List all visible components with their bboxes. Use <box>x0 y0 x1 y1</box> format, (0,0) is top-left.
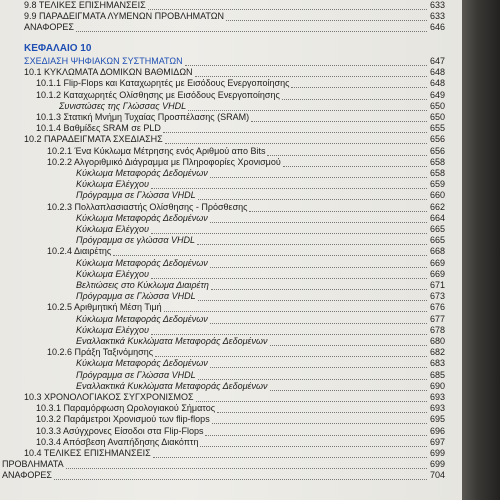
toc-page-number: 649 <box>430 89 446 100</box>
toc-entry-title: 10.2.3 Πολλαπλασιαστής Ολίσθησης - Πρόσθεσης <box>47 201 248 212</box>
toc-entry-title: ΣΧΕΔΙΑΣΗ ΨΗΦΙΑΚΩΝ ΣΥΣΤΗΜΑΤΩΝ <box>24 56 183 66</box>
dot-leader <box>151 188 427 189</box>
dot-leader <box>163 132 427 133</box>
toc-page-number: 676 <box>430 302 446 313</box>
toc-page-number: 695 <box>430 414 446 425</box>
dot-leader <box>151 334 427 335</box>
toc-entry-title: 10.1.1 Flip-Flops και Καταχωρητές με Εισόδους Ενεργοποίησης <box>36 78 290 89</box>
dot-leader <box>270 345 427 346</box>
toc-entry-title: 10.2.6 Πράξη Ταξινόμησης <box>47 347 154 358</box>
toc-page-number: 655 <box>430 123 446 134</box>
dot-leader <box>210 267 427 268</box>
toc-page-number: 658 <box>430 156 446 167</box>
toc-entry-title: 10.2.4 Διαιρέτης <box>47 246 112 257</box>
book-edge <box>462 0 500 500</box>
toc-page-number: 647 <box>430 56 446 66</box>
toc-page-number: 699 <box>430 459 446 470</box>
dot-leader <box>151 278 427 279</box>
dot-leader <box>164 311 427 312</box>
toc-page-number: 673 <box>430 291 446 302</box>
toc-entry-title: 10.2 ΠΑΡΑΔΕΙΓΜΑΤΑ ΣΧΕΔΙΑΣΗΣ <box>24 134 163 145</box>
toc-entry-title: 10.2.1 Ένα Κύκλωμα Μέτρησης ενός Αριθμού απο Bits <box>47 145 266 156</box>
dot-leader <box>251 121 427 122</box>
dot-leader <box>210 222 427 223</box>
toc-page-number: 696 <box>430 425 446 436</box>
toc-page-number: 659 <box>430 179 446 190</box>
dot-leader <box>197 244 427 245</box>
toc-page-number: 685 <box>430 369 446 380</box>
dot-leader <box>291 87 427 88</box>
toc-page-number: 646 <box>430 22 446 33</box>
toc-entry-title: Εναλλακτικά Κυκλώματα Μεταφοράς Δεδομένων <box>76 380 268 391</box>
toc-page-number: 660 <box>430 190 446 201</box>
toc-page-number: 693 <box>430 403 446 414</box>
dot-leader <box>210 323 427 324</box>
dot-leader <box>155 356 427 357</box>
toc-entry-title: ΑΝΑΦΟΡΕΣ <box>24 22 74 33</box>
dot-leader <box>210 367 427 368</box>
toc-page-number: 697 <box>430 436 446 447</box>
chapter-label: ΚΕΦΑΛΑΙΟ 10 <box>24 43 92 54</box>
toc-page-number: 669 <box>430 268 446 279</box>
toc-entry-title: 10.3.3 Ασύγχρονες Είσοδοι στα Flip-Flops <box>36 425 204 436</box>
dot-leader <box>76 31 427 32</box>
toc-page-number: 650 <box>430 112 446 122</box>
dot-leader <box>196 401 427 402</box>
dot-leader <box>217 412 427 413</box>
dot-leader <box>198 379 427 380</box>
toc-page-number: 650 <box>430 100 446 111</box>
toc-entry-title: Πρόγραμμα σε Γλώσσα VHDL <box>76 190 196 201</box>
toc-entry-title: Βελτιώσεις στο Κύκλωμα Διαιρέτη <box>76 280 209 290</box>
dot-leader <box>270 390 427 391</box>
toc-page-number: 682 <box>430 347 446 358</box>
toc-page-number: 704 <box>430 470 446 481</box>
toc-page-number: 664 <box>430 212 446 223</box>
toc-entry-title: Κύκλωμα Μεταφοράς Δεδομένων <box>76 257 208 268</box>
dot-leader <box>249 211 427 212</box>
dot-leader <box>200 446 427 447</box>
dot-leader <box>185 65 427 66</box>
toc-entry-title: Συνιστώσες της Γλώσσας VHDL <box>59 100 187 111</box>
dot-leader <box>267 155 427 156</box>
toc-entry-title: Κύκλωμα Μεταφοράς Δεδομένων <box>76 212 208 223</box>
toc-entry-title: Κύκλωμα Μεταφοράς Δεδομένων <box>76 358 208 369</box>
toc-page-number: 678 <box>430 324 446 335</box>
dot-leader <box>198 199 427 200</box>
toc-entry-title: Πρόγραμμα σε γλώσσα VHDL <box>76 235 195 246</box>
dot-leader <box>212 423 427 424</box>
toc-entry-title: 10.1.4 Βαθμίδες SRAM σε PLD <box>36 123 161 134</box>
dot-leader <box>153 457 427 458</box>
dot-leader <box>188 110 427 111</box>
toc-entry-title: 9.9 ΠΑΡΑΔΕΙΓΜΑΤΑ ΛΥΜΕΝΩΝ ΠΡΟΒΛΗΜΑΤΩΝ <box>24 11 224 22</box>
toc-entry-title: Κύκλωμα Ελέγχου <box>76 324 149 335</box>
toc-entry-title: 10.1.3 Στατική Μνήμη Τυχαίας Προσπέλασης (SRAM) <box>36 112 250 122</box>
toc-page-number: 680 <box>430 336 446 346</box>
toc-page-number: 671 <box>430 280 446 290</box>
dot-leader <box>282 99 427 100</box>
toc-entry-title: Κύκλωμα Ελέγχου <box>76 224 149 234</box>
dot-leader <box>211 289 427 290</box>
dot-leader <box>148 9 427 10</box>
dot-leader <box>113 255 427 256</box>
toc-page-number: 683 <box>430 358 446 369</box>
toc-page-number: 665 <box>430 235 446 246</box>
toc-entry-title: ΑΝΑΦΟΡΕΣ <box>2 470 52 481</box>
toc-page-number: 656 <box>430 145 446 156</box>
dot-leader <box>66 468 427 469</box>
dot-leader <box>283 166 427 167</box>
dot-leader <box>198 300 427 301</box>
toc-entry-title: Εναλλακτικά Κυκλώματα Μεταφοράς Δεδομένων <box>76 336 268 346</box>
toc-page-number: 693 <box>430 392 446 402</box>
toc-entry-title: Κύκλωμα Μεταφοράς Δεδομένων <box>76 313 208 324</box>
toc-page-number: 633 <box>430 11 446 22</box>
toc-entry-title: Πρόγραμμα σε Γλώσσα VHDL <box>76 291 196 302</box>
toc-entry-title: Κύκλωμα Μεταφοράς Δεδομένων <box>76 168 208 178</box>
toc-entry-title: 10.3.2 Παράμετροι Χρονισμού των flip-flops <box>36 414 210 425</box>
toc-entry-title: 10.3 ΧΡΟΝΟΛΟΓΙΑΚΟΣ ΣΥΓΧΡΟΝΙΣΜΟΣ <box>24 392 194 402</box>
toc-entry-title: 10.2.2 Αλγοριθμικό Διάγραμμα με Πληροφορίες Χρονισμού <box>47 156 281 167</box>
dot-leader <box>210 177 427 178</box>
toc-page-number: 677 <box>430 313 446 324</box>
toc-page-number: 662 <box>430 201 446 212</box>
toc-page-number: 648 <box>430 78 446 89</box>
toc-entry-title: Κύκλωμα Ελέγχου <box>76 179 149 190</box>
toc-page-number: 668 <box>430 246 446 257</box>
toc-page-number: 633 <box>430 0 446 10</box>
toc-page-number: 656 <box>430 134 446 145</box>
toc-entry-title: 10.1.2 Καταχωρητές Ολίσθησης με Εισόδους Ενεργοποίησης <box>36 89 280 100</box>
toc-page-number: 658 <box>430 168 446 178</box>
toc-page-number: 665 <box>430 224 446 234</box>
toc-entry-title: 10.1 ΚΥΚΛΩΜΑΤΑ ΔΟΜΙΚΩΝ ΒΑΘΜΙΔΩΝ <box>24 67 193 78</box>
toc-entry-title: 10.3.1 Παραμόρφωση Ωρολογιακού Σήματος <box>36 403 216 414</box>
toc-page-number: 669 <box>430 257 446 268</box>
dot-leader <box>54 479 427 480</box>
toc-entry-title: ΠΡΟΒΛΗΜΑΤΑ <box>2 459 64 470</box>
dot-leader <box>195 76 427 77</box>
dot-leader <box>165 143 427 144</box>
toc-entry-title: Κύκλωμα Ελέγχου <box>76 268 149 279</box>
toc-entry-title: 10.3.4 Απόσβεση Αναπήδησης Διακόπτη <box>36 436 199 447</box>
dot-leader <box>205 435 427 436</box>
toc-page-number: 690 <box>430 380 446 391</box>
toc-entry-title: Πρόγραμμα σε Γλώσσα VHDL <box>76 369 196 380</box>
toc-page-number: 699 <box>430 448 446 458</box>
toc-entry-title: 10.4 ΤΕΛΙΚΕΣ ΕΠΙΣΗΜΑΝΣΕΙΣ <box>24 448 151 458</box>
toc-page-number: 648 <box>430 67 446 78</box>
dot-leader <box>151 233 427 234</box>
toc-entry-title: 10.2.5 Αριθμητική Μέση Τιμή <box>47 302 162 313</box>
toc-entry-title: 9.8 ΤΕΛΙΚΕΣ ΕΠΙΣΗΜΑΝΣΕΙΣ <box>24 0 146 10</box>
dot-leader <box>226 20 427 21</box>
